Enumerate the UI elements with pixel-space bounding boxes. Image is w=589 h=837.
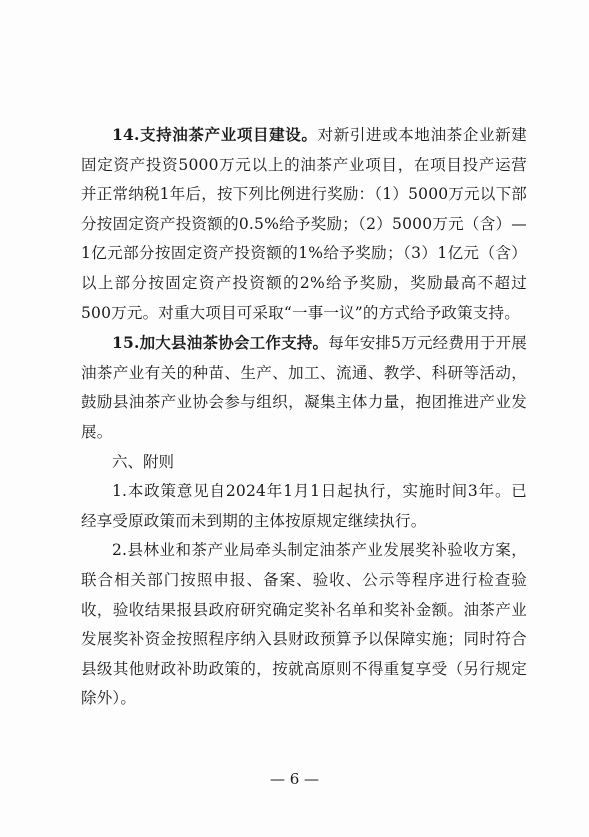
policy-item-15-title: 15.加大县油茶协会工作支持。: [112, 333, 329, 353]
policy-item-15: [81, 328, 527, 447]
document-body: [81, 120, 527, 714]
policy-item-14-title: 14.支持油茶产业项目建设。: [112, 125, 318, 144]
appendix-item-1: 1.本政策意见自2024年1月1日起执行，实施时间3年。已经享受原政策而未到期的主体按原规定继续执行。: [81, 482, 527, 530]
policy-item-15-body: 每年安排5万元经费用于开展油茶产业有关的种苗、生产、加工、流通、教学、科研等活动，鼓励县油茶产业协会参与组织，凝集主体力量，抱团推进产业发展。: [81, 334, 527, 441]
section-heading-appendix: 六、附则: [112, 452, 175, 471]
page-number: — 6 —: [269, 770, 320, 788]
policy-item-14-body: 对新引进或本地油茶企业新建固定资产投资5000万元以上的油茶产业项目，在项目投产运营并正常纳税1年后，按下列比例进行奖励：（1）5000万元以下部分按固定资产投资额的0.5%给予奖励；（2）5000万元（含）—1亿元部分按固定资产投资额的1%给予奖励；（3）1亿元（含）以上部分按固定资产投资额的2%给予奖励，奖励最高不超过500万元。对重大项目可采取“一事一议”的方式给予政策支持。: [81, 126, 527, 322]
appendix-item-2: 2.县林业和茶产业局牵头制定油茶产业发展奖补验收方案，联合相关部门按照申报、备案、验收、公示等程序进行检查验收，验收结果报县政府研究确定奖补名单和奖补金额。油茶产业发展奖补资金按照程序纳入县财政预算予以保障实施；同时符合县级其他财政补助政策的，按就高原则不得重复享受（另行规定除外）。: [81, 541, 527, 708]
policy-item-14: [81, 120, 527, 328]
